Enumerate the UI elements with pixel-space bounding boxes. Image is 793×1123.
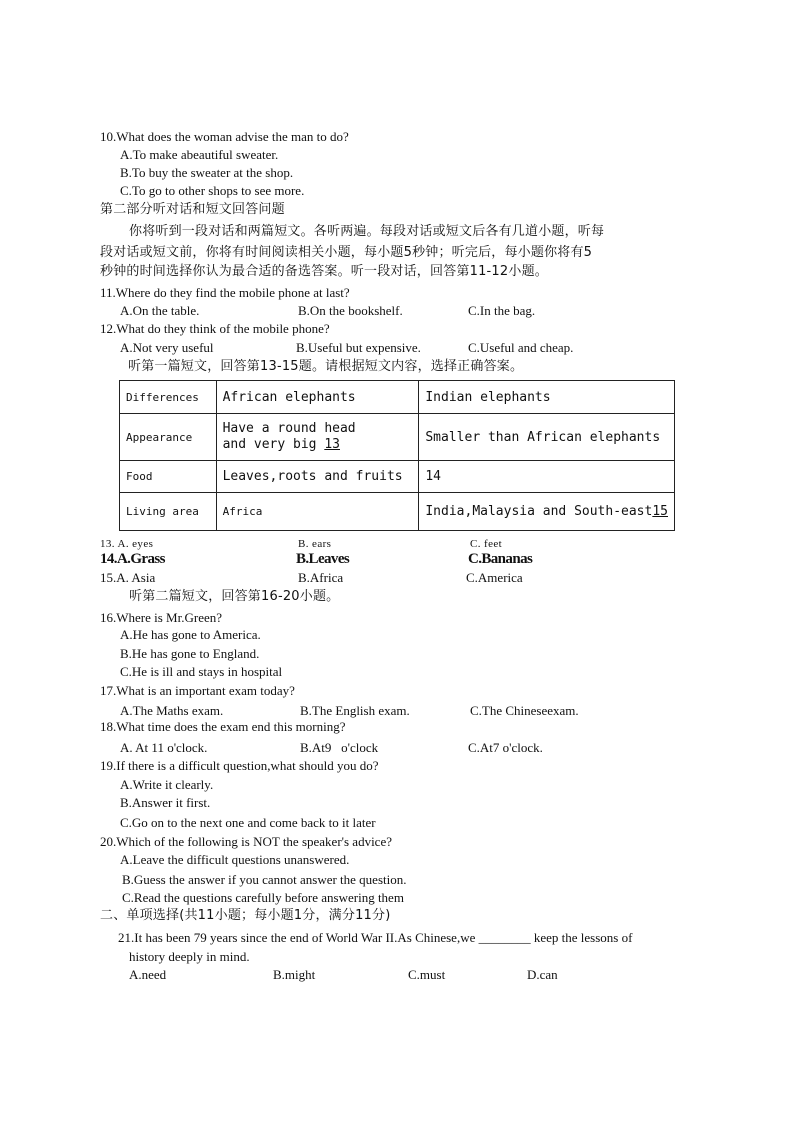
q14-option-c: C.Bananas xyxy=(468,551,533,567)
q11-option-a: A.On the table. xyxy=(120,303,200,318)
indian-living-text: India,Malaysia and South-east xyxy=(425,504,653,519)
table-cell-african-food: Leaves,roots and fruits xyxy=(216,461,419,493)
q18-option-c: C.At7 o'clock. xyxy=(468,740,543,755)
table-row xyxy=(120,493,675,531)
q16-option-c: C.He is ill and stays in hospital xyxy=(120,664,283,679)
table-label-appearance: Appearance xyxy=(120,414,217,461)
african-appearance-line2 xyxy=(223,437,413,453)
q15-option-b: B.Africa xyxy=(298,570,344,585)
q14-option-a: 14.A.Grass xyxy=(100,551,165,567)
table-cell-indian-food-blank-14: 14 xyxy=(419,461,675,493)
q10-question: 10.What does the woman advise the man to do? xyxy=(100,129,349,144)
q17-option-b: B.The English exam. xyxy=(300,703,410,718)
african-appearance-line1: Have a round head xyxy=(222,421,356,436)
q20-option-a: A.Leave the difficult questions unanswered. xyxy=(120,852,350,867)
q12-option-c: C.Useful and cheap. xyxy=(468,340,574,355)
q17-option-c: C.The Chineseexam. xyxy=(470,703,579,718)
q21-option-a: A.need xyxy=(129,967,167,982)
blank-15: 15 xyxy=(652,504,668,519)
q11-option-c: C.In the bag. xyxy=(468,303,536,318)
q20-option-b: B.Guess the answer if you cannot answer the question. xyxy=(122,872,407,887)
table-row xyxy=(120,381,675,414)
q20-question: 20.Which of the following is NOT the speaker's advice? xyxy=(100,834,392,849)
table-cell-indian-living xyxy=(419,493,675,531)
table-label-living-area: Living area xyxy=(120,493,217,531)
q18-question: 18.What time does the exam end this morning? xyxy=(100,719,346,734)
q12-option-a: A.Not very useful xyxy=(120,340,214,355)
q16-option-a: A.He has gone to America. xyxy=(120,627,261,642)
part2-instructions-line3: 秒钟的时间选择你认为最合适的备选答案。听一段对话，回答第11-12小题。 xyxy=(100,264,548,279)
q20-option-c: C.Read the questions carefully before answering them xyxy=(122,890,404,905)
q18-option-a: A. At 11 o'clock. xyxy=(120,740,208,755)
table-header-differences: Differences xyxy=(120,381,217,414)
q12-question: 12.What do they think of the mobile phone? xyxy=(100,321,330,336)
q13-option-b: B. ears xyxy=(298,538,332,550)
q10-option-b: B.To buy the sweater at the shop. xyxy=(120,165,294,180)
q15-option-c: C.America xyxy=(466,570,523,585)
blank-13: 13 xyxy=(324,437,340,452)
q16-question: 16.Where is Mr.Green? xyxy=(100,610,223,625)
q10-option-a: A.To make abeautiful sweater. xyxy=(120,147,279,162)
q19-question: 19.If there is a difficult question,what should you do? xyxy=(100,758,379,773)
q21-question-line2: history deeply in mind. xyxy=(129,949,250,964)
q15-option-a: 15.A. Asia xyxy=(100,570,156,585)
q19-option-b: B.Answer it first. xyxy=(120,795,211,810)
q17-question: 17.What is an important exam today? xyxy=(100,683,295,698)
table-header-indian: Indian elephants xyxy=(419,381,675,414)
q17-option-a: A.The Maths exam. xyxy=(120,703,224,718)
table-row xyxy=(120,461,675,493)
part2-instructions-line2: 段对话或短文前，你将有时间阅读相关小题，每小题5秒钟；听完后，每小题你将有5 xyxy=(100,245,593,260)
table-cell-indian-appearance: Smaller than African elephants xyxy=(419,414,675,461)
q21-option-d: D.can xyxy=(527,967,558,982)
table-label-food: Food xyxy=(120,461,217,493)
passage2-instructions: 听第二篇短文，回答第16-20小题。 xyxy=(129,589,340,604)
q16-option-b: B.He has gone to England. xyxy=(120,646,260,661)
q12-option-b: B.Useful but expensive. xyxy=(296,340,421,355)
q11-question: 11.Where do they find the mobile phone at last? xyxy=(100,285,350,300)
elephant-comparison-table xyxy=(119,380,675,531)
section2-title: 二、单项选择(共11小题；每小题1分，满分11分) xyxy=(100,908,391,923)
table-cell-african-living: Africa xyxy=(216,493,419,531)
q19-option-c: C.Go on to the next one and come back to it later xyxy=(120,815,376,830)
table-cell-african-appearance xyxy=(216,414,419,461)
q10-option-c: C.To go to other shops to see more. xyxy=(120,183,305,198)
q13-option-a: 13. A. eyes xyxy=(100,538,154,550)
q18-option-b: B.At9 o'clock xyxy=(300,740,379,755)
african-appearance-text: and very big xyxy=(222,437,325,452)
q21-question-line1: 21.It has been 79 years since the end of World War II.As Chinese,we ________ keep the lessons of xyxy=(118,930,633,945)
part2-title: 第二部分听对话和短文回答问题 xyxy=(100,202,285,217)
q14-option-b: B.Leaves xyxy=(296,551,350,567)
q21-option-c: C.must xyxy=(408,967,446,982)
q19-option-a: A.Write it clearly. xyxy=(120,777,214,792)
part2-instructions-line1: 你将听到一段对话和两篇短文。各听两遍。每段对话或短文后各有几道小题，听每 xyxy=(129,224,605,239)
passage1-instructions: 听第一篇短文，回答第13-15题。请根据短文内容，选择正确答案。 xyxy=(128,359,524,374)
q11-option-b: B.On the bookshelf. xyxy=(298,303,403,318)
q21-option-b: B.might xyxy=(273,967,316,982)
q13-option-c: C. feet xyxy=(470,538,503,550)
table-header-african: African elephants xyxy=(216,381,419,414)
table-row xyxy=(120,414,675,461)
